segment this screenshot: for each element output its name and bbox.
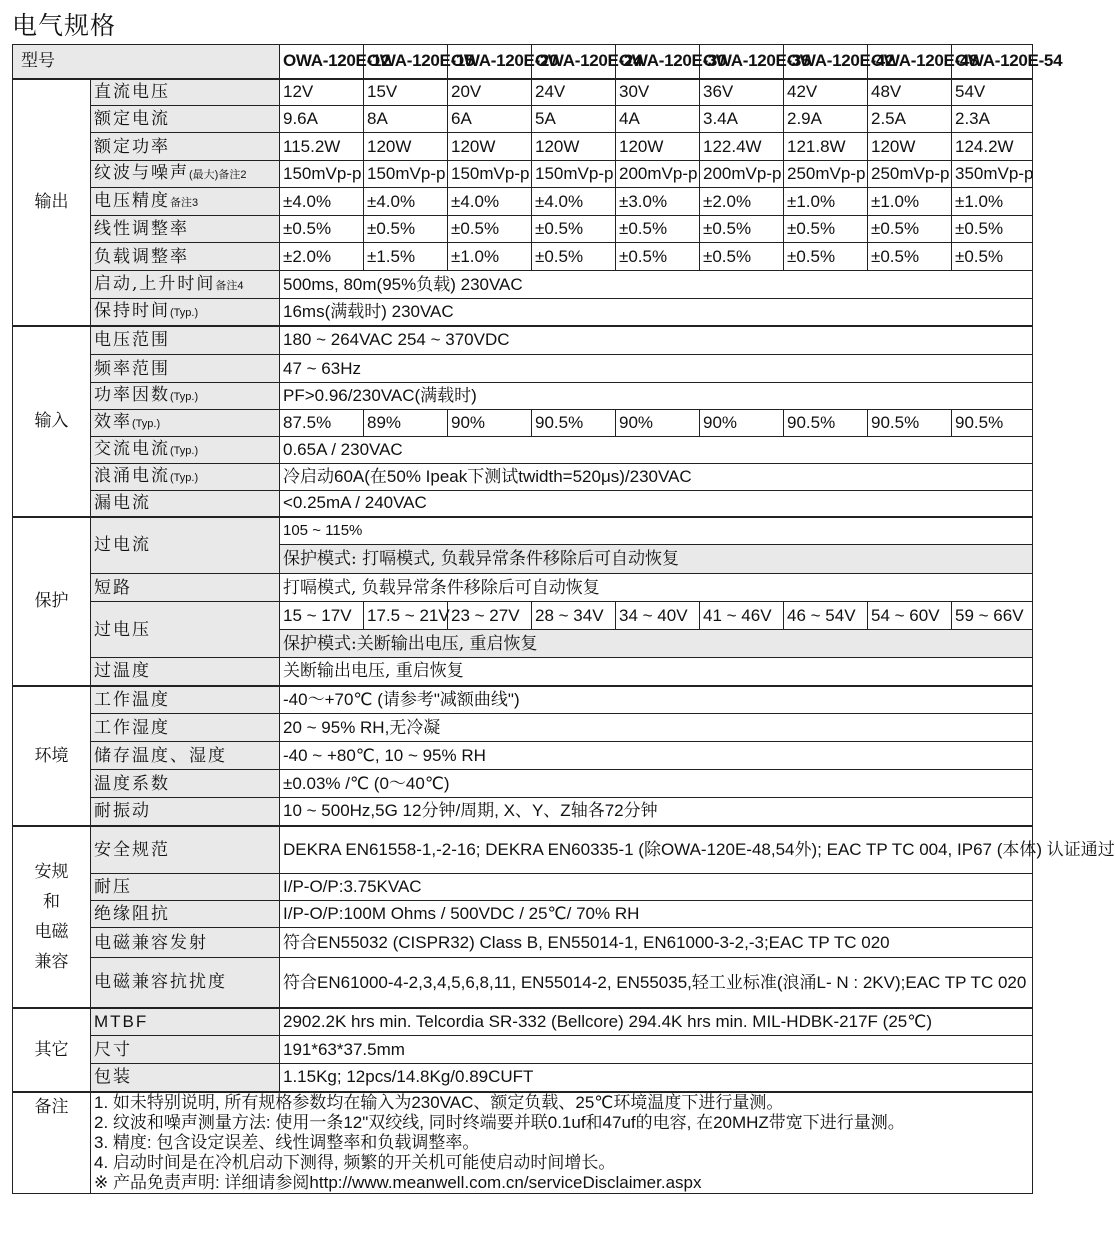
- table-row: [13, 243, 1033, 271]
- table-row: [13, 1036, 1033, 1064]
- section-protection: 保护: [13, 517, 91, 686]
- row-label-text: 直流电压: [94, 82, 170, 103]
- table-row: [13, 133, 1033, 161]
- table-row: [13, 464, 1033, 491]
- value-cell: PF>0.96/230VAC(满载时): [280, 383, 1033, 410]
- table-row: [13, 410, 1033, 437]
- value-cell: 23 ~ 27V: [448, 602, 532, 630]
- row-label: [91, 106, 280, 133]
- table-row: [13, 770, 1033, 798]
- value-cell: -40 ~ +80℃, 10 ~ 95% RH: [280, 742, 1033, 770]
- row-label: [91, 874, 280, 901]
- value-cell: ±0.5%: [280, 216, 364, 243]
- value-cell: 41 ~ 46V: [700, 602, 784, 630]
- value-cell: 121.8W: [784, 133, 868, 161]
- value-cell: ±1.5%: [364, 243, 448, 271]
- value-cell: 90.5%: [868, 410, 952, 437]
- value-cell: ±0.5%: [532, 243, 616, 271]
- value-cell: I/P-O/P:3.75KVAC: [280, 874, 1033, 901]
- table-row: [13, 686, 1033, 714]
- table-row: [13, 299, 1033, 326]
- row-label-text: 纹波与噪声: [94, 163, 189, 183]
- value-cell: ±0.5%: [952, 216, 1033, 243]
- value-cell: ±4.0%: [532, 188, 616, 216]
- row-label-text: 包装: [94, 1067, 132, 1088]
- row-label: [91, 574, 280, 602]
- row-label-text: 漏电流: [94, 493, 151, 514]
- value-cell: 120W: [616, 133, 700, 161]
- value-cell: 90.5%: [952, 410, 1033, 437]
- note-line: 4. 启动时间是在冷机启动下测得, 频繁的开关机可能使启动时间增长。: [94, 1152, 616, 1172]
- value-cell: ±0.5%: [616, 243, 700, 271]
- spec-table: [12, 44, 1115, 1194]
- page-title: 电气规格: [12, 11, 117, 40]
- value-cell: ±0.03% /℃ (0～40℃): [280, 770, 1033, 798]
- section-output: 输出: [13, 79, 91, 326]
- row-label-text: 启动,上升时间: [94, 273, 216, 294]
- value-cell: 2902.2K hrs min. Telcordia SR-332 (Bellcore) 294.4K hrs min. MIL-HDBK-217F (25℃): [280, 1008, 1033, 1036]
- row-label: [91, 133, 280, 161]
- value-cell: 符合EN55032 (CISPR32) Class B, EN55014-1, EN61000-3-2,-3;EAC TP TC 020: [280, 928, 1033, 958]
- value-cell: ±0.5%: [784, 243, 868, 271]
- value-cell: 120W: [364, 133, 448, 161]
- row-label-note: (Typ.): [132, 418, 161, 430]
- value-cell: ±2.0%: [280, 243, 364, 271]
- row-label: [91, 243, 280, 271]
- value-cell: ±0.5%: [952, 243, 1033, 271]
- row-label: [91, 958, 280, 1008]
- value-cell: 150mVp-p: [532, 161, 616, 188]
- value-cell: 47 ~ 63Hz: [280, 355, 1033, 383]
- value-cell: ±0.5%: [868, 243, 952, 271]
- note-line: 2. 纹波和噪声测量方法: 使用一条12"双绞线, 同时终端要并联0.1uf和47uf的电容, 在20MHZ带宽下进行量测。: [94, 1112, 905, 1132]
- value-cell: 150mVp-p: [280, 161, 364, 188]
- value-cell: 46 ~ 54V: [784, 602, 868, 630]
- value-cell: ±0.5%: [700, 216, 784, 243]
- row-label: [91, 355, 280, 383]
- row-label-note: (最大)备注2: [189, 169, 247, 181]
- value-cell: 59 ~ 66V: [952, 602, 1033, 630]
- value-cell: ±1.0%: [868, 188, 952, 216]
- value-cell: 200mVp-p: [616, 161, 700, 188]
- table-row: [13, 355, 1033, 383]
- value-cell: 150mVp-p: [448, 161, 532, 188]
- row-label-text: 耐压: [94, 877, 132, 897]
- table-row: [13, 602, 1033, 630]
- value-cell: 符合EN61000-4-2,3,4,5,6,8,11, EN55014-2, EN55035,轻工业标准(浪涌L- N : 2KV);EAC TP TC 020: [280, 958, 1033, 1008]
- row-label-note: (Typ.): [170, 472, 199, 484]
- value-cell: 保护模式:关断输出电压, 重启恢复: [280, 630, 1033, 658]
- value-cell: 90%: [448, 410, 532, 437]
- value-cell: 54 ~ 60V: [868, 602, 952, 630]
- row-label-note: (Typ.): [170, 391, 199, 403]
- row-label-text: 频率范围: [94, 358, 170, 379]
- row-label: [91, 464, 280, 491]
- row-label: [91, 79, 280, 106]
- table-row: [13, 45, 1033, 79]
- value-cell: 9.6A: [280, 106, 364, 133]
- row-label-text: 安全规范: [94, 839, 170, 860]
- value-cell: 保护模式: 打嗝模式, 负载异常条件移除后可自动恢复: [280, 545, 1033, 574]
- value-cell: 20V: [448, 79, 532, 106]
- row-label-text: 过电压: [94, 619, 151, 640]
- value-cell: -40～+70℃ (请参考"减额曲线"): [280, 686, 1033, 714]
- table-row: [13, 491, 1033, 517]
- value-cell: 89%: [364, 410, 448, 437]
- value-cell: ±4.0%: [364, 188, 448, 216]
- model-name: OWA-120E-36: [700, 45, 784, 79]
- value-cell: ±4.0%: [280, 188, 364, 216]
- table-row: [13, 106, 1033, 133]
- value-cell: 20 ~ 95% RH,无冷凝: [280, 714, 1033, 742]
- row-label: [91, 437, 280, 464]
- row-label-text: 负载调整率: [94, 246, 189, 267]
- row-label: [91, 383, 280, 410]
- value-cell: ±1.0%: [784, 188, 868, 216]
- table-row: [13, 271, 1033, 299]
- value-cell: 90.5%: [784, 410, 868, 437]
- note-line: ※ 产品免责声明: 详细请参阅http://www.meanwell.com.cn/serviceDisclaimer.aspx: [94, 1172, 702, 1192]
- row-label-note: (Typ.): [170, 445, 199, 457]
- value-cell: 120W: [868, 133, 952, 161]
- row-label-text: 储存温度、湿度: [94, 745, 227, 766]
- row-label-text: 工作温度: [94, 689, 170, 710]
- row-label: [91, 188, 280, 216]
- row-label: [91, 826, 280, 874]
- table-row: [13, 798, 1033, 826]
- row-label-text: 交流电流: [94, 439, 170, 459]
- row-label-text: 过电流: [94, 535, 151, 556]
- row-label: [91, 216, 280, 243]
- section-input: 输入: [13, 326, 91, 517]
- value-cell: 打嗝模式, 负载异常条件移除后可自动恢复: [280, 574, 1033, 602]
- value-cell: ±1.0%: [448, 243, 532, 271]
- table-row: [13, 216, 1033, 243]
- value-cell: 0.65A / 230VAC: [280, 437, 1033, 464]
- section-notes: 备注: [13, 1092, 91, 1194]
- value-cell: 4A: [616, 106, 700, 133]
- row-label-text: 额定功率: [94, 136, 170, 157]
- row-label-text: 保持时间: [94, 300, 170, 321]
- row-label: [91, 742, 280, 770]
- value-cell: 24V: [532, 79, 616, 106]
- row-label-text: 电压精度: [94, 190, 170, 211]
- value-cell: 34 ~ 40V: [616, 602, 700, 630]
- value-cell: 87.5%: [280, 410, 364, 437]
- value-cell: 42V: [784, 79, 868, 106]
- value-cell: 124.2W: [952, 133, 1033, 161]
- value-cell: 500ms, 80m(95%负载) 230VAC: [280, 271, 1033, 299]
- value-cell: 120W: [448, 133, 532, 161]
- value-cell: 200mVp-p: [700, 161, 784, 188]
- model-name: OWA-120E-54: [952, 45, 1033, 79]
- value-cell: 5A: [532, 106, 616, 133]
- row-label-text: 过温度: [94, 661, 151, 682]
- model-name: OWA-120E-20: [448, 45, 532, 79]
- value-cell: 6A: [448, 106, 532, 133]
- value-cell: ±4.0%: [448, 188, 532, 216]
- value-cell: 15 ~ 17V: [280, 602, 364, 630]
- row-label: [91, 928, 280, 958]
- value-cell: 115.2W: [280, 133, 364, 161]
- row-label: [91, 326, 280, 355]
- row-label: [91, 271, 280, 299]
- value-cell: 90%: [700, 410, 784, 437]
- row-label-text: 线性调整率: [94, 219, 189, 239]
- model-name: OWA-120E-42: [784, 45, 868, 79]
- row-label: [91, 299, 280, 326]
- row-label: [91, 901, 280, 928]
- value-cell: 冷启动60A(在50% Ipeak下测试twidth=520μs)/230VAC: [280, 464, 1033, 491]
- value-cell: ±0.5%: [868, 216, 952, 243]
- value-cell: ±3.0%: [616, 188, 700, 216]
- value-cell: I/P-O/P:100M Ohms / 500VDC / 25℃/ 70% RH: [280, 901, 1033, 928]
- value-cell: 90.5%: [532, 410, 616, 437]
- value-cell: ±1.0%: [952, 188, 1033, 216]
- row-label-text: 浪涌电流: [94, 466, 170, 486]
- value-cell: ±0.5%: [616, 216, 700, 243]
- table-row: [13, 188, 1033, 216]
- value-cell: 350mVp-p: [952, 161, 1033, 188]
- table-row: [13, 161, 1033, 188]
- row-label-text: 电压范围: [94, 330, 170, 351]
- model-label: 型号: [13, 45, 280, 79]
- value-cell: 12V: [280, 79, 364, 106]
- value-cell: 105 ~ 115%: [280, 517, 1033, 545]
- table-row: [13, 658, 1033, 686]
- value-cell: 250mVp-p: [868, 161, 952, 188]
- table-row: [13, 437, 1033, 464]
- row-label-text: 电磁兼容发射: [94, 932, 208, 953]
- row-label-note: 备注3: [170, 196, 199, 209]
- row-label: [91, 161, 280, 188]
- value-cell: 120W: [532, 133, 616, 161]
- value-cell: 36V: [700, 79, 784, 106]
- value-cell: 250mVp-p: [784, 161, 868, 188]
- row-label-text: 功率因数: [94, 385, 170, 405]
- row-label-text: 温度系数: [94, 773, 170, 794]
- model-name: OWA-120E-24: [532, 45, 616, 79]
- model-name: OWA-120E-30: [616, 45, 700, 79]
- row-label: [91, 770, 280, 798]
- table-row: [13, 79, 1033, 106]
- table-row: [13, 928, 1033, 958]
- value-cell: 8A: [364, 106, 448, 133]
- section-safety: 安规 和 电磁 兼容: [13, 826, 91, 1008]
- value-cell: <0.25mA / 240VAC: [280, 491, 1033, 517]
- value-cell: ±0.5%: [784, 216, 868, 243]
- table-row: [13, 901, 1033, 928]
- value-cell: 2.3A: [952, 106, 1033, 133]
- value-cell: 16ms(满载时) 230VAC: [280, 299, 1033, 326]
- value-cell: ±0.5%: [700, 243, 784, 271]
- notes-block: [91, 1092, 1033, 1194]
- model-name: OWA-120E-12: [280, 45, 364, 79]
- table-row: [13, 742, 1033, 770]
- table-row: [13, 1064, 1033, 1092]
- table-row: [13, 326, 1033, 355]
- table-row: [13, 517, 1033, 545]
- value-cell: ±2.0%: [700, 188, 784, 216]
- value-cell: 48V: [868, 79, 952, 106]
- value-cell: 90%: [616, 410, 700, 437]
- row-label-text: 额定电流: [94, 109, 170, 129]
- row-label-note: (Typ.): [170, 306, 199, 319]
- row-label-text: 电磁兼容抗扰度: [94, 972, 227, 993]
- table-row: [13, 958, 1033, 1008]
- value-cell: 3.4A: [700, 106, 784, 133]
- value-cell: 关断输出电压, 重启恢复: [280, 658, 1033, 686]
- row-label: [91, 410, 280, 437]
- value-cell: 122.4W: [700, 133, 784, 161]
- value-cell: 10 ~ 500Hz,5G 12分钟/周期, X、Y、Z轴各72分钟: [280, 798, 1033, 826]
- row-label: [91, 491, 280, 517]
- model-name: OWA-120E-15: [364, 45, 448, 79]
- value-cell: ±0.5%: [448, 216, 532, 243]
- row-label: [91, 658, 280, 686]
- row-label: [91, 1036, 280, 1064]
- value-cell: 180 ~ 264VAC 254 ~ 370VDC: [280, 326, 1033, 355]
- value-cell: 150mVp-p: [364, 161, 448, 188]
- value-cell: 28 ~ 34V: [532, 602, 616, 630]
- value-cell: 1.15Kg; 12pcs/14.8Kg/0.89CUFT: [280, 1064, 1033, 1092]
- row-label-text: 短路: [94, 577, 132, 598]
- note-line: 1. 如未特别说明, 所有规格参数均在输入为230VAC、额定负载、25℃环境温度下进行量测。: [94, 1092, 784, 1112]
- row-label-text: MTBF: [94, 1011, 149, 1031]
- table-row: [13, 574, 1033, 602]
- value-cell: ±0.5%: [364, 216, 448, 243]
- table-row: [13, 383, 1033, 410]
- table-row: [13, 826, 1033, 874]
- value-cell: DEKRA EN61558-1,-2-16; DEKRA EN60335-1 (除OWA-120E-48,54外); EAC TP TC 004, IP67 (本体) 认证通过: [280, 826, 1033, 874]
- row-label-text: 绝缘阻抗: [94, 904, 170, 924]
- row-label-text: 工作湿度: [94, 717, 170, 738]
- value-cell: ±0.5%: [532, 216, 616, 243]
- row-label: [91, 1008, 280, 1036]
- value-cell: 2.5A: [868, 106, 952, 133]
- row-label: [91, 1064, 280, 1092]
- section-other: 其它: [13, 1008, 91, 1092]
- value-cell: 54V: [952, 79, 1033, 106]
- value-cell: 17.5 ~ 21V: [364, 602, 448, 630]
- value-cell: 30V: [616, 79, 700, 106]
- table-row: [13, 714, 1033, 742]
- row-label-text: 效率: [94, 412, 132, 432]
- row-label: [91, 602, 280, 658]
- row-label-text: 耐振动: [94, 801, 151, 822]
- table-row: [13, 1092, 1033, 1194]
- value-cell: 15V: [364, 79, 448, 106]
- value-cell: 191*63*37.5mm: [280, 1036, 1033, 1064]
- note-line: 3. 精度: 包含设定误差、线性调整率和负载调整率。: [94, 1132, 480, 1152]
- row-label-text: 尺寸: [94, 1039, 132, 1060]
- row-label: [91, 686, 280, 714]
- row-label: [91, 798, 280, 826]
- section-environment: 环境: [13, 686, 91, 826]
- model-name: OWA-120E-48: [868, 45, 952, 79]
- row-label: [91, 714, 280, 742]
- value-cell: 2.9A: [784, 106, 868, 133]
- row-label: [91, 517, 280, 574]
- row-label-note: 备注4: [215, 279, 244, 292]
- table-row: [13, 874, 1033, 901]
- table-row: [13, 1008, 1033, 1036]
